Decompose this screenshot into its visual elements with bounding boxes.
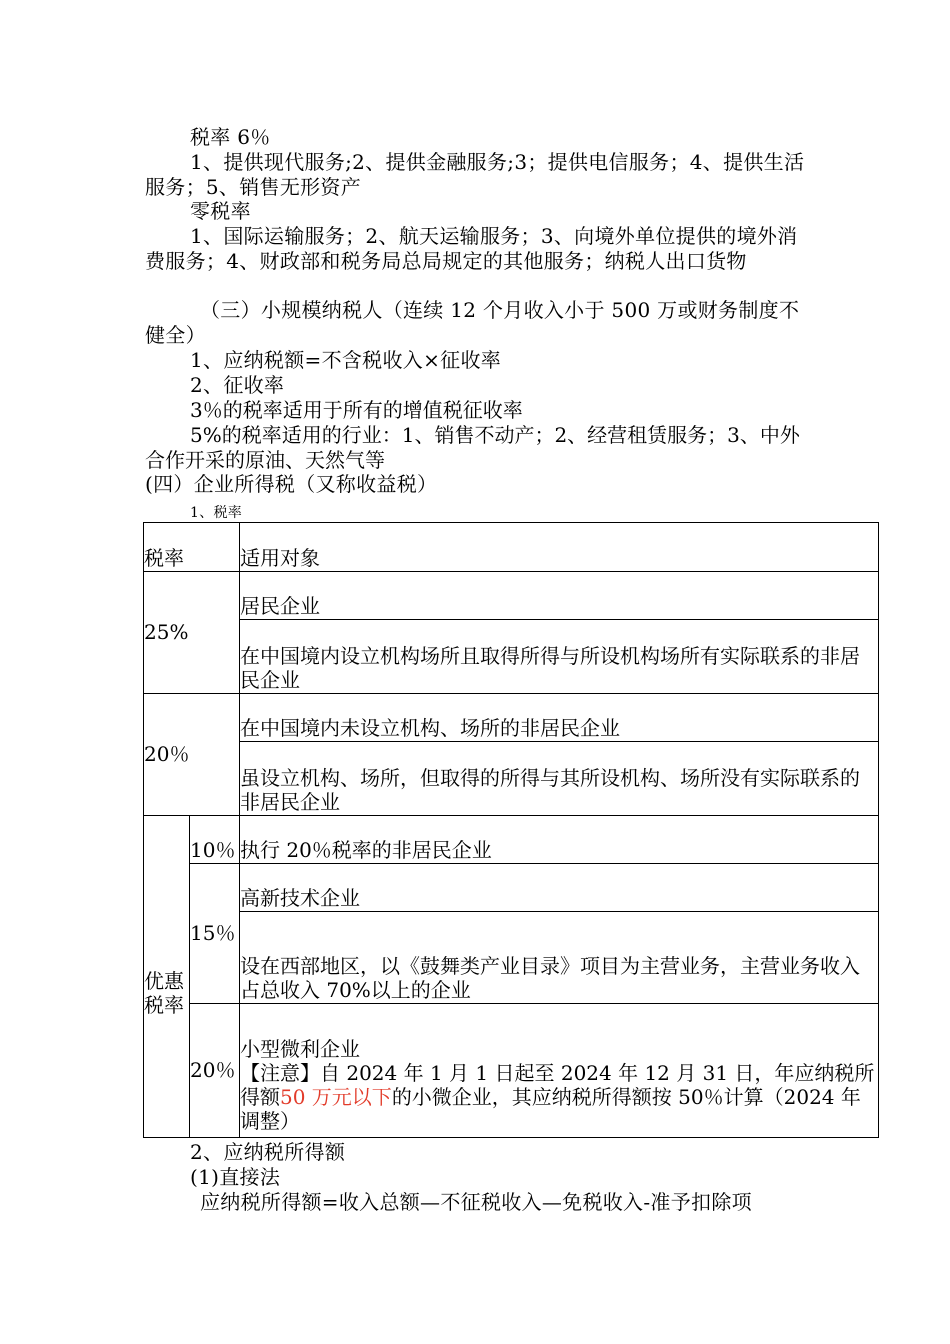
tax-rate-table — [143, 522, 879, 1138]
table-row — [144, 694, 879, 742]
table-row — [144, 1004, 879, 1138]
rate-20: 20％ — [144, 694, 240, 816]
rate-15: 15％ — [190, 864, 240, 1004]
rate-25: 25% — [144, 572, 240, 694]
object-nonresident-unconnected: 虽设立机构、场所，但取得的所得与其所设机构、场所没有实际联系的非居民企业 — [240, 742, 879, 816]
paragraph-rate-6-items: 1、提供现代服务;2、提供金融服务;3；提供电信服务；4、提供生活服务；5、销售无形资产 — [145, 150, 805, 199]
note-text-highlight: 50 万元以下 — [280, 1085, 392, 1109]
table-header-row — [144, 523, 879, 572]
table-row — [144, 912, 879, 1004]
paragraph-3-percent: 3％的税率适用于所有的增值税征收率 — [190, 398, 523, 422]
table-row — [144, 742, 879, 816]
object-western-region: 设在西部地区，以《鼓舞类产业目录》项目为主营业务，主营业务收入占总收入 70%以上的企业 — [240, 912, 879, 1004]
table-row — [144, 620, 879, 694]
paragraph-5-percent: 5%的税率适用的行业：1、销售不动产；2、经营租赁服务；3、中外合作开采的原油、天然气等 — [145, 423, 800, 472]
table-row — [144, 816, 879, 864]
paragraph-rate-6: 税率 6％ — [190, 125, 271, 149]
object-small-micro — [240, 1004, 879, 1138]
subheading-tax-rate: 1、税率 — [190, 505, 243, 521]
table-row — [144, 572, 879, 620]
paragraph-small-taxpayer: （三）小规模纳税人（连续 12 个月收入小于 500 万或财务制度不健全） — [145, 298, 800, 347]
paragraph-levy-rate: 2、征收率 — [190, 373, 285, 397]
paragraph-zero-rate: 零税率 — [190, 199, 251, 223]
table-row — [144, 864, 879, 912]
object-nonresident-connected: 在中国境内设立机构场所且取得所得与所设机构场所有实际联系的非居民企业 — [240, 620, 879, 694]
object-resident: 居民企业 — [240, 572, 879, 620]
heading-enterprise-income-tax: (四）企业所得税（又称收益税） — [145, 472, 438, 496]
rate-20-small: 20％ — [190, 1004, 240, 1138]
object-nonresident-no-establishment: 在中国境内未设立机构、场所的非居民企业 — [240, 694, 879, 742]
note-text-pre: 【注意】自 2024 年 1 月 1 日起至 2024 年 12 月 31 日，年应纳税所得额 — [240, 1061, 875, 1109]
header-rate: 税率 — [144, 523, 240, 572]
paragraph-direct-formula: 应纳税所得额=收入总额—不征税收入—免税收入-准予扣除项 — [200, 1190, 752, 1214]
object-10: 执行 20％税率的非居民企业 — [240, 816, 879, 864]
paragraph-direct-method: (1)直接法 — [190, 1165, 281, 1189]
header-object: 适用对象 — [240, 523, 879, 572]
rate-10: 10％ — [190, 816, 240, 864]
note-text-post: 的小微企业，其应纳税所得额按 50％计算（2024 年调整） — [240, 1085, 861, 1133]
object-high-tech: 高新技术企业 — [240, 864, 879, 912]
paragraph-taxable-income: 2、应纳税所得额 — [190, 1140, 346, 1164]
small-micro-note — [240, 1061, 878, 1133]
preferential-rate-label: 优惠税率 — [144, 816, 190, 1138]
small-micro-title: 小型微利企业 — [240, 1037, 360, 1061]
paragraph-zero-rate-items: 1、国际运输服务；2、航天运输服务；3、向境外单位提供的境外消费服务；4、财政部和税务局总局规定的其他服务；纳税人出口货物 — [145, 224, 798, 273]
paragraph-tax-formula: 1、应纳税额=不含税收入×征收率 — [190, 348, 502, 372]
